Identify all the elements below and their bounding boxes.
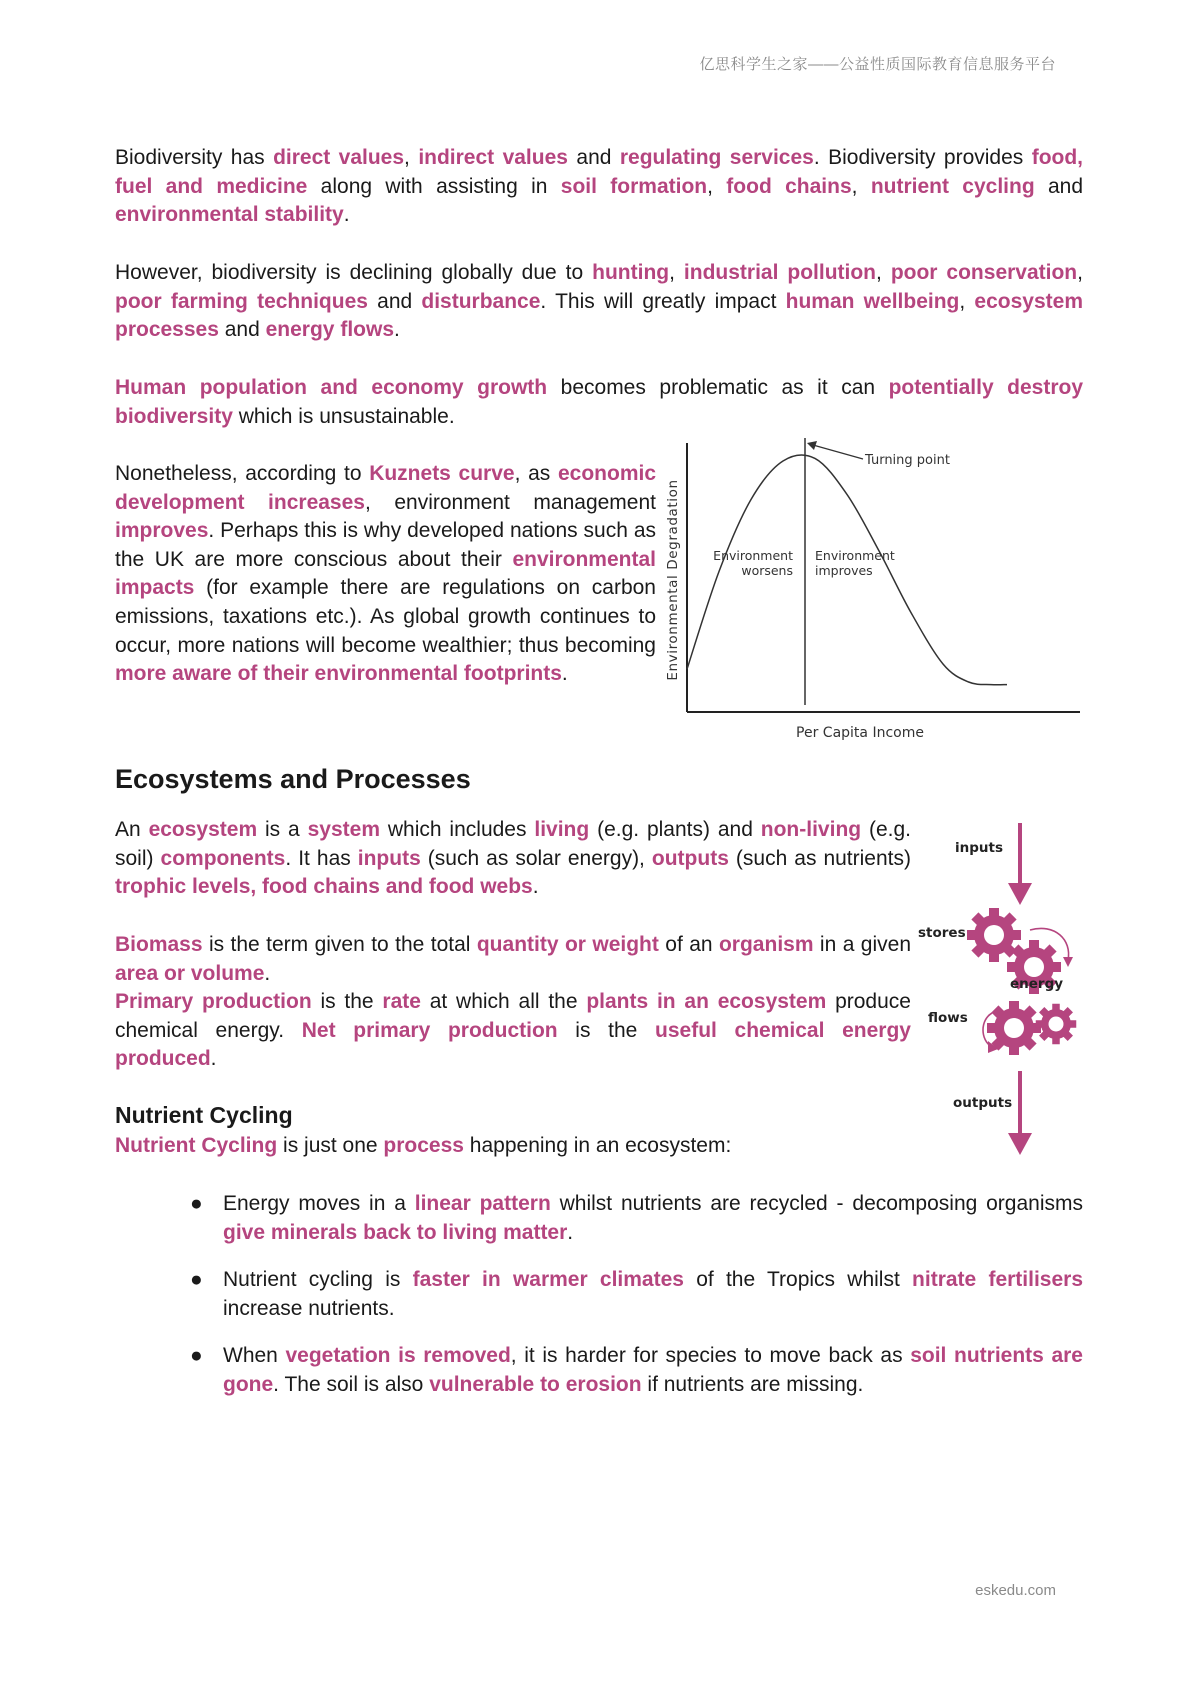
- paragraph-nutrient-intro: Nutrient Cycling is just one process happening in an ecosystem:: [115, 1134, 732, 1157]
- nutrient-bullet-list: [190, 1190, 1083, 1419]
- section-heading-ecosystems: Ecosystems and Processes: [115, 764, 471, 794]
- x-axis-label: Per Capita Income: [796, 725, 924, 741]
- paragraph-primary-production: Primary production is the rate at which all the plants in an ecosystem produce chemical energy. Net primary production is the useful chemical energy produced.: [115, 990, 911, 1071]
- turning-point-arrowhead: [807, 441, 817, 450]
- left-region-label-line1: Environment: [713, 548, 793, 563]
- turning-point-arrow: [813, 445, 863, 459]
- ecosystem-processes-diagram: [910, 815, 1090, 1160]
- bullet-icon: ●: [190, 1192, 203, 1215]
- bullet-icon: ●: [190, 1268, 203, 1292]
- left-region-label-line2: worsens: [741, 563, 793, 578]
- list-item: ● When vegetation is removed, it is harder for species to move back as soil nutrients are gone. The soil is also vulnerable to erosion if nutrients are missing.: [190, 1344, 1083, 1396]
- paragraph-kuznets: Nonetheless, according to Kuznets curve, as economic development increases, environment management improves. Perhaps this is why developed nations such as the UK are more conscious about their environmental impacts (for example there are regulations on carbon emissions, taxations etc.). As global growth continues to occur, more nations will become wealthier; thus becoming more aware of their environmental footprints.: [115, 462, 657, 686]
- outputs-label: outputs: [953, 1095, 1013, 1111]
- bullet-icon: ●: [190, 1344, 203, 1368]
- paragraph-biomass: Biomass is the term given to the total quantity or weight of an organism in a given area or volume.: [115, 933, 911, 985]
- gear-small-icon: [1036, 1004, 1077, 1045]
- subheading-nutrient-cycling: Nutrient Cycling: [115, 1102, 293, 1128]
- paragraph-biodiversity-decline: However, biodiversity is declining globally due to hunting, industrial pollution, poor conservation, poor farming techniques and disturbance. This will greatly impact human wellbeing, ecosystem processes and energy flows.: [115, 261, 1083, 342]
- inputs-label: inputs: [955, 840, 1004, 856]
- right-region-label-line2: improves: [815, 563, 873, 578]
- page-header: 亿思科学生之家——公益性质国际教育信息服务平台: [699, 56, 1056, 73]
- stores-label: stores: [918, 925, 966, 941]
- page-footer: eskedu.com: [975, 1582, 1056, 1599]
- paragraph-biodiversity-values: Biodiversity has direct values, indirect values and regulating services. Biodiversity provides food, fuel and medicine along with assisting in soil formation, food chains, nutrient cycling and environmental stability.: [115, 146, 1084, 227]
- energy-label: energy: [1010, 976, 1064, 992]
- gear-stores-icon: [967, 908, 1021, 962]
- right-region-label-line1: Environment: [815, 548, 895, 563]
- list-item: ● Nutrient cycling is faster in warmer climates of the Tropics whilst nitrate fertilisers increase nutrients.: [190, 1268, 1084, 1320]
- y-axis-label: Environmental Degradation: [665, 479, 681, 681]
- turning-point-label: Turning point: [865, 453, 950, 468]
- kuznets-curve-chart: [660, 435, 1090, 745]
- paragraph-population-growth: Human population and economy growth becomes problematic as it can potentially destroy biodiversity which is unsustainable.: [115, 376, 1084, 428]
- flows-label: flows: [928, 1010, 968, 1026]
- paragraph-ecosystem-definition: An ecosystem is a system which includes living (e.g. plants) and non-living (e.g. soil) components. It has inputs (such as solar energy), outputs (such as nutrients) trophic levels, food chains and food webs.: [115, 818, 911, 899]
- list-item: ● Energy moves in a linear pattern whilst nutrients are recycled - decomposing organisms give minerals back to living matter.: [190, 1192, 1083, 1244]
- energy-cycle-arrowhead: [1063, 957, 1073, 967]
- inputs-arrow-head: [1008, 883, 1032, 905]
